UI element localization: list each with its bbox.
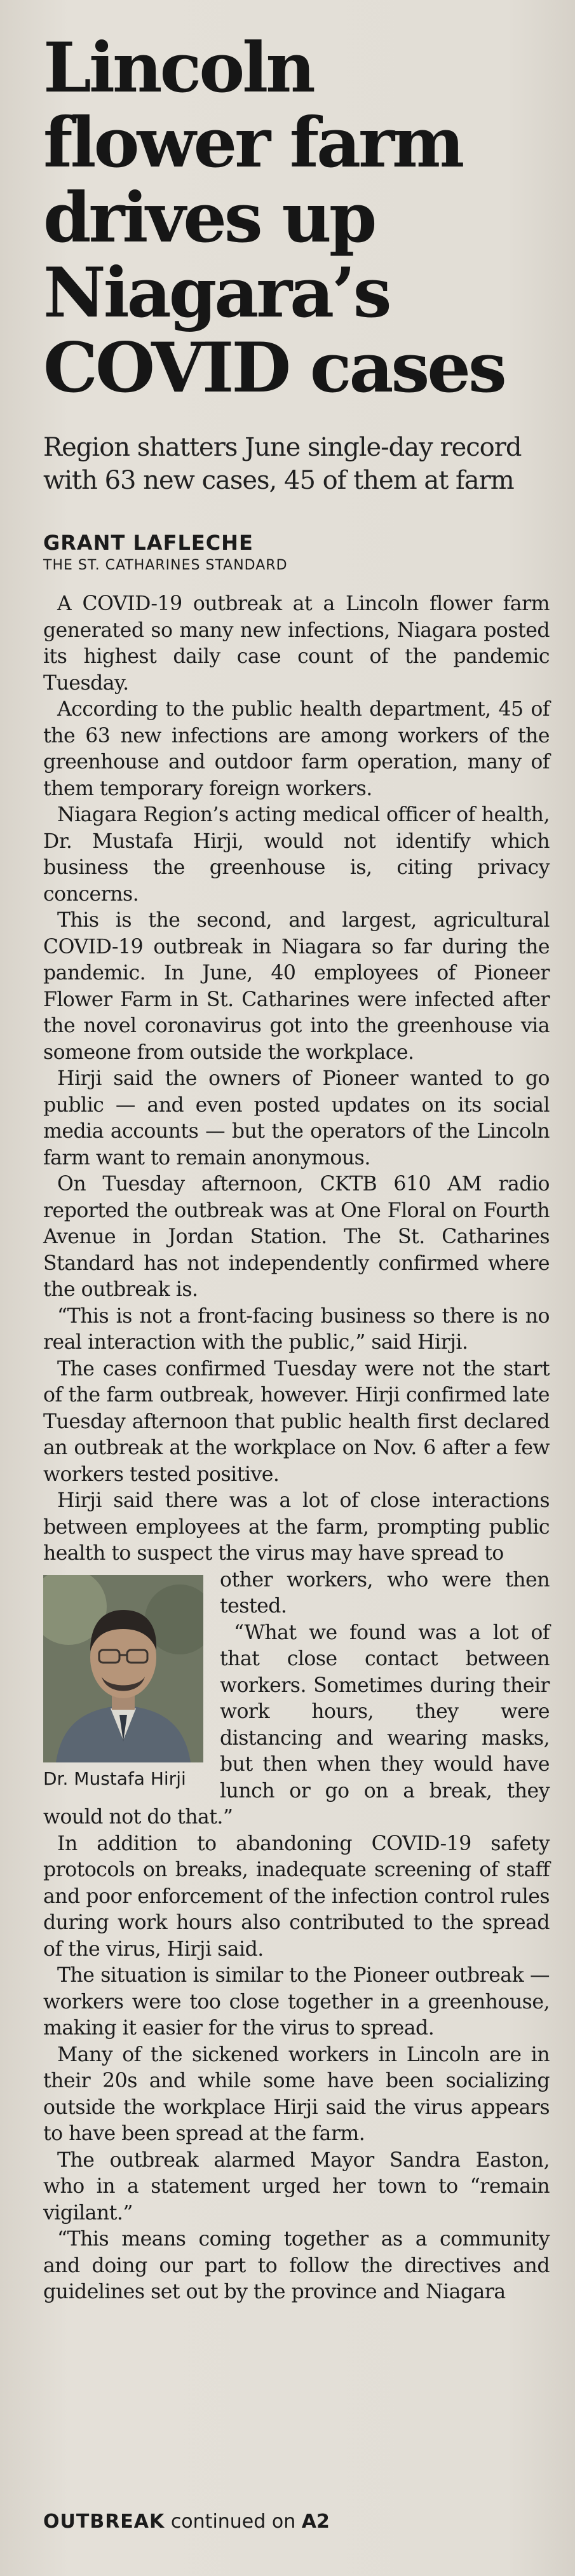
jump-text: continued on xyxy=(170,2511,296,2533)
paragraph: In addition to abandoning COVID-19 safety protocols on breaks, inadequate screening of staff and poor enforcement of the infection control rules during work hours also contributed to the spread of the virus, Hirji said. xyxy=(43,1832,550,1961)
headline: Lincoln flower farm drives up Niagara’s COVID cases xyxy=(43,28,504,408)
jump-line xyxy=(43,2511,330,2533)
byline-author: GRANT LAFLECHE xyxy=(43,531,254,555)
paragraph: “This means coming together as a community and doing our part to follow the directives and guidelines set out by the province and Niagara xyxy=(43,2228,550,2303)
jump-keyword: OUTBREAK xyxy=(43,2511,165,2533)
photo-caption: Dr. Mustafa Hirji xyxy=(43,1768,186,1789)
portrait-photo-icon xyxy=(43,1575,203,1762)
paragraph: Many of the sickened workers in Lincoln are in their 20s and while some have been socializing outside the workplace Hirji said the virus appears to have been spread at the farm. xyxy=(43,2043,550,2145)
paragraph: Hirji said there was a lot of close interactions between employees at the farm, prompting public health to suspect the virus may have spread to xyxy=(43,1489,550,1565)
paragraph: Niagara Region’s acting medical officer of health, Dr. Mustafa Hirji, would not identify which business the greenhouse is, citing privacy concerns. xyxy=(43,803,550,906)
paragraph: The outbreak alarmed Mayor Sandra Easton, who in a statement urged her town to “remain vigilant.” xyxy=(43,2148,550,2225)
paragraph: On Tuesday afternoon, CKTB 610 AM radio reported the outbreak was at One Floral on Fourth Avenue in Jordan Station. The St. Catharines Standard has not independently confirmed where the outbreak is. xyxy=(43,1173,550,1301)
paragraph: According to the public health department, 45 of the 63 new infections are among workers of the greenhouse and outdoor farm operation, many of them temporary foreign workers. xyxy=(43,698,550,800)
paragraph-continuation: other workers, who were then tested. xyxy=(220,1568,550,1618)
paragraph: Hirji said the owners of Pioneer wanted to go public — and even posted updates on its social media accounts — but the operators of the Lincoln farm want to remain anonymous. xyxy=(43,1067,550,1169)
deck-subhead: Region shatters June single-day record with 63 new cases, 45 of them at farm xyxy=(43,433,522,495)
paragraph: The situation is similar to the Pioneer outbreak — workers were too close together in a greenhouse, making it easier for the virus to spread. xyxy=(43,1964,550,2040)
jump-page: A2 xyxy=(301,2511,330,2533)
paragraph: This is the second, and largest, agricultural COVID-19 outbreak in Niagara so far during the pandemic. In June, 40 employees of Pioneer Flower Farm in St. Catharines were infected after the novel coronavirus got into the greenhouse via someone from outside the workplace. xyxy=(43,909,550,1064)
article-body xyxy=(43,591,550,2306)
paragraph: “This is not a front-facing business so there is no real interaction with the public,” said Hirji. xyxy=(43,1304,550,1354)
paragraph: “What we found was a lot of that close contact between workers. Sometimes during their work hours, they were distancing and wearing masks, but then when they would have lunch or go on a break, they would not do that.” xyxy=(43,1621,550,1829)
paragraph: A COVID-19 outbreak at a Lincoln flower farm generated so many new infections, Niagara posted its highest daily case count of the pandemic Tuesday. xyxy=(43,592,550,695)
photo-block xyxy=(43,1575,203,1790)
paragraph: The cases confirmed Tuesday were not the start of the farm outbreak, however. Hirji confirmed late Tuesday afternoon that public health first declared an outbreak at the workplace on Nov. 6 after a few workers tested positive. xyxy=(43,1357,550,1486)
byline-publication: THE ST. CATHARINES STANDARD xyxy=(43,557,288,573)
